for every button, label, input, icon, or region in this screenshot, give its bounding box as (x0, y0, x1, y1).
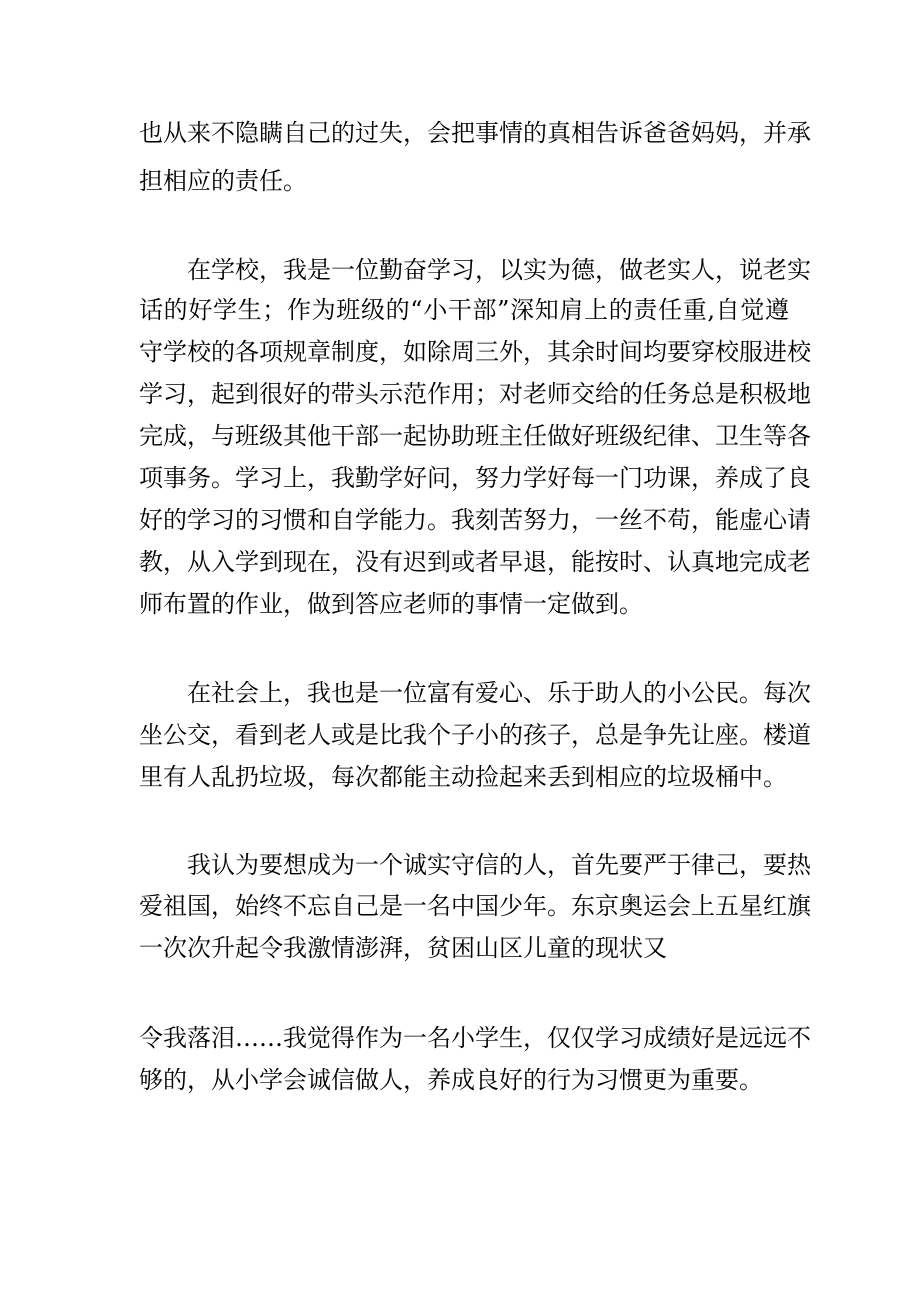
text-line: 教，从入学到现在，没有迟到或者早退，能按时、认真地完成老 (139, 548, 811, 576)
text-line: 担相应的责任。 (139, 167, 307, 195)
text-line: 坐公交，看到老人或是比我个子小的孩子，总是争先让座。楼道 (139, 721, 811, 749)
paragraph-first-line: 我认为要想成为一个诚实守信的人，首先要严于律己，要热 (187, 851, 811, 879)
text-line: 令我落泪……我觉得作为一名小学生，仅仅学习成绩好是远远不 (139, 1024, 811, 1052)
text-line: 学习，起到很好的带头示范作用；对老师交给的任务总是积极地 (139, 380, 811, 408)
text-line: 话的好学生；作为班级的“小干部”深知肩上的责任重,自觉遵 (139, 296, 789, 324)
text-line: 也从来不隐瞒自己的过失，会把事情的真相告诉爸爸妈妈，并承 (139, 119, 811, 147)
text-line: 项事务。学习上，我勤学好问，努力学好每一门功课，养成了良 (139, 464, 811, 492)
paragraph-first-line: 在社会上，我也是一位富有爱心、乐于助人的小公民。每次 (187, 679, 811, 707)
text-line: 守学校的各项规章制度，如除周三外，其余时间均要穿校服进校 (139, 338, 811, 366)
text-line: 爱祖国，始终不忘自己是一名中国少年。东京奥运会上五星红旗 (139, 892, 811, 920)
text-line: 师布置的作业，做到答应老师的事情一定做到。 (139, 590, 643, 618)
text-line: 够的，从小学会诚信做人，养成良好的行为习惯更为重要。 (139, 1066, 763, 1094)
text-line: 完成，与班级其他干部一起协助班主任做好班级纪律、卫生等各 (139, 422, 811, 450)
text-line: 里有人乱扔垃圾，每次都能主动捡起来丢到相应的垃圾桶中。 (139, 763, 787, 791)
text-line: 好的学习的习惯和自学能力。我刻苦努力，一丝不苟，能虚心请 (139, 506, 811, 534)
text-line: 一次次升起令我激情澎湃，贫困山区儿童的现状又 (139, 934, 667, 962)
paragraph-first-line: 在学校，我是一位勤奋学习，以实为德，做老实人，说老实 (187, 256, 811, 284)
